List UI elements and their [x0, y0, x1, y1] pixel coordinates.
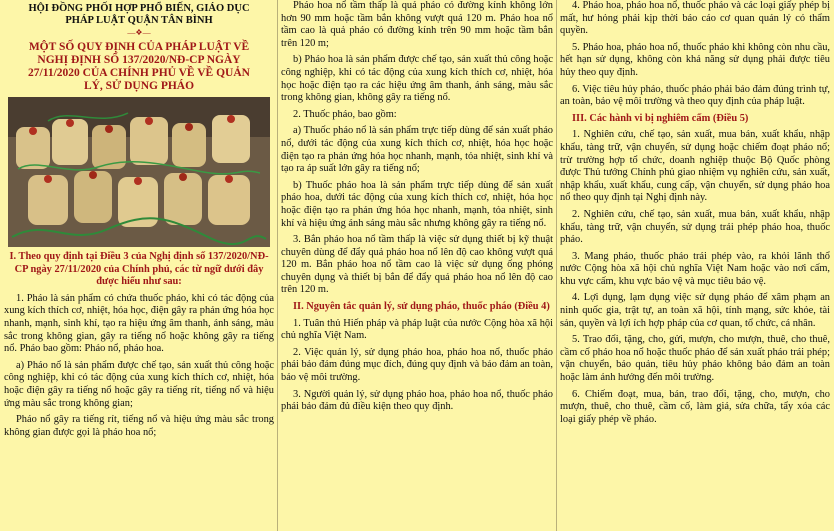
title-line-2: NGHỊ ĐỊNH SỐ 137/2020/NĐ-CP NGÀY — [37, 54, 241, 66]
col3-paragraph-7: 4. Lợi dụng, lạm dụng việc sử dụng pháo để xâm phạm an ninh quốc gia, trật tự, an toàn xã hội, tính mạng, sức khỏe, tài sản, quyền và lợi ích hợp pháp của cơ quan, tổ chức, cá nhân. — [560, 292, 830, 329]
column-2 — [281, 0, 553, 531]
col3-paragraph-3: 6. Việc tiêu hủy pháo, thuốc pháo phải bảo đảm đúng trình tự, an toàn, bảo vệ môi trường và theo quy định của pháp luật. — [560, 83, 830, 108]
col3-paragraph-5: 2. Nghiên cứu, chế tạo, sản xuất, mua bán, xuất khẩu, nhập khẩu, tàng trữ, vận chuyển, sử dụng trái phép pháo hoa, thuốc pháo. — [560, 208, 830, 246]
col2-paragraph-4: a) Thuốc pháo nổ là sản phẩm trực tiếp dùng để sản xuất pháo nổ, dưới tác động của xung kích thích cơ, nhiệt, hóa học hoặc điện tạo ra phản ứng hóa học nhanh, mạnh, tỏa nhiệt, sinh khí và tạo ra áp suất lớn gây ra tiếng nổ; — [281, 125, 553, 175]
column-3 — [560, 0, 830, 531]
title-line-4: LÝ, SỬ DỤNG PHÁO — [83, 80, 195, 92]
col2-paragraph-5: b) Thuốc pháo hoa là sản phẩm trực tiếp dùng để sản xuất pháo hoa, dưới tác động của xung kích thích cơ, nhiệt, hóa học hoặc điện tạo ra phản ứng hóa học nhanh, mạnh, tỏa nhiệt, sinh khí và hiệu ứng ánh sáng màu sắc nhưng không gây ra tiếng nổ. — [281, 179, 553, 229]
firework-tube — [208, 175, 250, 225]
firework-tube — [28, 175, 68, 225]
fireworks-photo — [8, 97, 270, 247]
firework-tube — [130, 117, 168, 165]
firework-tube — [52, 119, 88, 165]
column-1 — [4, 0, 274, 531]
firework-tube — [74, 171, 112, 223]
col3-paragraph-2: 5. Pháo hoa, pháo hoa nổ, thuốc pháo khi không còn nhu cầu, hết hạn sử dụng, không còn khả năng sử dụng phải được tiêu hủy theo quy định. — [560, 41, 830, 78]
section-3-heading: III. Các hành vi bị nghiêm cấm (Điều 5) — [572, 112, 749, 124]
section-1-heading: I. Theo quy định tại Điều 3 của Nghị định số 137/2020/NĐ-CP ngày 27/11/2020 của Chính phủ, các từ ngữ dưới đây được hiểu như sau: — [9, 251, 269, 288]
col2-paragraph-3: 2. Thuốc pháo, bao gồm: — [293, 108, 397, 120]
col3-paragraph-4: 1. Nghiên cứu, chế tạo, sản xuất, mua bán, xuất khẩu, nhập khẩu, tàng trữ, vận chuyển, sử dụng hoặc chiếm đoạt pháo nổ; trừ trường hợp tổ chức, doanh nghiệp thuộc Bộ Quốc phòng được Thủ tướng Chính phủ giao nhiệm vụ nghiên cứu, sản xuất, nhập khẩu, xuất khẩu, cung cấp, vận chuyển, sử dụng pháo hoa nổ theo quy định tại Nghị định này. — [560, 129, 830, 204]
col3-paragraph-9: 6. Chiếm đoạt, mua, bán, trao đổi, tặng, cho, mượn, cho mượn, thuê, cho thuê, cầm cố, làm giả, sửa chữa, tẩy xóa các loại giấy phép về pháo. — [560, 388, 830, 425]
firework-tube — [164, 173, 202, 225]
org-line-1: HỘI ĐỒNG PHỐI HỢP PHỔ BIẾN, GIÁO DỤC — [28, 3, 250, 14]
firework-tube — [16, 127, 50, 169]
org-line-2: PHÁP LUẬT QUẬN TÂN BÌNH — [65, 15, 213, 26]
column-divider — [277, 0, 278, 531]
col1-paragraph-1: 1. Pháo là sản phẩm có chứa thuốc pháo, khi có tác động của xung kích thích cơ, nhiệt, hóa học, điện gây ra phản ứng hóa học nhanh, mạnh, sinh khí, tạo ra hiệu ứng âm thanh, ánh sáng, màu sắc trong không gian, gây ra tiếng nổ hoặc không gây ra tiếng nổ. Pháo bao gồm: Pháo nổ, pháo hoa. — [4, 292, 274, 355]
col3-paragraph-1: 4. Pháo hoa, pháo hoa nổ, thuốc pháo và các loại giấy phép bị mất, hư hỏng phải kịp thời báo cáo cơ quan quản lý có thẩm quyền. — [560, 0, 830, 37]
firework-tube — [172, 123, 206, 167]
leaflet-title — [8, 41, 270, 93]
col2-paragraph-8: 2. Việc quản lý, sử dụng pháo hoa, pháo hoa nổ, thuốc pháo phải bảo đảm đúng mục đích, đúng quy định và bảo đảm an toàn, bảo vệ môi trường. — [281, 346, 553, 384]
section-2-heading: II. Nguyên tắc quản lý, sử dụng pháo, thuốc pháo (Điều 4) — [293, 301, 550, 313]
col2-paragraph-1: Pháo hoa nổ tầm thấp là quả pháo có đường kính không lớn hơn 90 mm hoặc tầm bắn không vượt quá 120 m. Pháo hoa nổ tầm cao là quả pháo có đường kính trên 90 mm hoặc tầm bắn trên 120 m; — [281, 0, 553, 49]
col2-paragraph-2: b) Pháo hoa là sản phẩm được chế tạo, sản xuất thủ công hoặc công nghiệp, khi có tác động của xung kích thích cơ, nhiệt, hóa học hoặc điện tạo ra các hiệu ứng âm thanh, ánh sáng, màu sắc trong không gian, không gây ra tiếng nổ. — [281, 54, 553, 104]
title-line-1: MỘT SỐ QUY ĐỊNH CỦA PHÁP LUẬT VỀ — [28, 41, 250, 53]
col2-paragraph-9: 3. Người quản lý, sử dụng pháo hoa, pháo hoa nổ, thuốc pháo phải bảo đảm đủ điều kiện theo quy định. — [281, 388, 553, 413]
title-line-3: 27/11/2020 CỦA CHÍNH PHỦ VỀ VỀ QUẢN — [28, 67, 250, 79]
col2-paragraph-6: 3. Bắn pháo hoa nổ tầm thấp là việc sử dụng thiết bị kỹ thuật chuyên dùng để đẩy quả pháo hoa nổ lên độ cao không vượt quá 120 m. Bắn pháo hoa nổ tầm cao là việc sử dụng ống phóng chuyên dụng và thiết bị bắn để đẩy quả pháo hoa nổ lên độ cao trên 120 m. — [281, 234, 553, 296]
col3-paragraph-6: 3. Mang pháo, thuốc pháo trái phép vào, ra khỏi lãnh thổ nước Cộng hòa xã hội chủ nghĩa Việt Nam hoặc vào nơi cấm, khu vực cấm, khu vực bảo vệ và mục tiêu bảo vệ. — [560, 250, 830, 287]
col1-paragraph-2: a) Pháo nổ là sản phẩm được chế tạo, sản xuất thủ công hoặc công nghiệp, khi có tác động của xung kích thích cơ, nhiệt, hóa hoặc điện gây ra tiếng nổ hoặc gây ra tiếng rít, tiếng nổ và hiệu ứng màu sắc trong không gian; — [4, 359, 274, 409]
column-divider — [556, 0, 557, 531]
firework-tube — [212, 115, 250, 163]
col1-paragraph-3: Pháo nổ gây ra tiếng rít, tiếng nổ và hiệu ứng màu sắc trong không gian được gọi là pháo hoa nổ; — [4, 414, 274, 438]
col3-paragraph-8: 5. Trao đổi, tặng, cho, gửi, mượn, cho mượn, thuê, cho thuê, cầm cố pháo hoa nổ hoặc thuốc pháo để sản xuất pháo trái phép; vận chuyển, bảo quản, tiêu hủy pháo không bảo đảm an toàn hoặc làm ảnh hưởng đến môi trường. — [560, 334, 830, 384]
ornament-divider: ―❖― — [127, 28, 151, 37]
organization-heading — [4, 3, 274, 27]
col2-paragraph-7: 1. Tuân thủ Hiến pháp và pháp luật của nước Cộng hòa xã hội chủ nghĩa Việt Nam. — [281, 317, 553, 342]
